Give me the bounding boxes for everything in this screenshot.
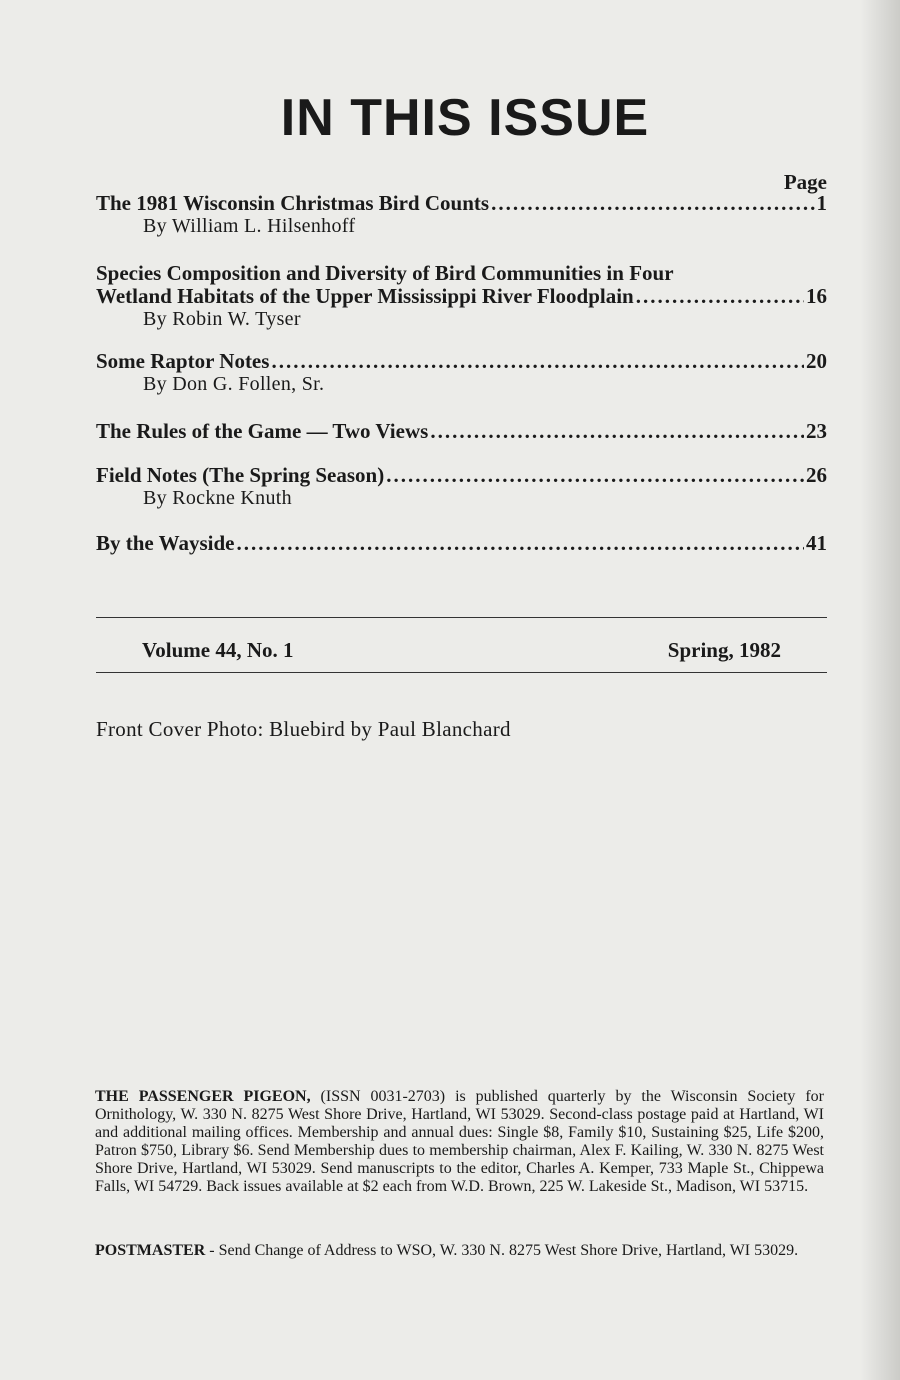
publication-statement xyxy=(95,1088,824,1196)
toc-title-line: Species Composition and Diversity of Bird Communities in Four xyxy=(96,261,674,285)
postmaster-notice xyxy=(95,1242,824,1260)
leader-dots xyxy=(236,532,804,555)
toc-entry xyxy=(96,262,827,331)
cover-photo-credit: Front Cover Photo: Bluebird by Paul Blanchard xyxy=(96,717,511,741)
leader-dots xyxy=(386,464,804,487)
page-edge-shadow xyxy=(860,0,900,1380)
toc-title: The 1981 Wisconsin Christmas Bird Counts xyxy=(96,191,490,215)
toc-entry xyxy=(96,420,827,443)
postmaster-label: POSTMASTER xyxy=(95,1242,206,1259)
toc-page-number: 1 xyxy=(816,191,827,215)
toc-entry xyxy=(96,532,827,555)
toc-title-line xyxy=(96,420,827,443)
toc-entry xyxy=(96,192,827,238)
volume-number: Volume 44, No. 1 xyxy=(142,638,294,662)
toc-title: Wetland Habitats of the Upper Mississippi River Floodplain xyxy=(96,284,634,308)
toc-title: Field Notes (The Spring Season) xyxy=(96,463,385,487)
toc-title-line xyxy=(96,350,827,373)
toc-page-number: 26 xyxy=(806,463,827,487)
leader-dots xyxy=(430,420,804,443)
toc-title-line xyxy=(96,532,827,555)
publication-text: (ISSN 0031-2703) is published quarterly by the Wisconsin Society for Ornithology, W. 330 N. 8275 West Shore Drive, Hartland, WI 53029. Second-class postage paid at Hartland, WI and additional mailing offices. Membership and annual dues: Single $8, Family $10, Sustaining $25, Life $200, Patron $750, Library $6. Send Membership dues to membership chairman, Alex F. Kailing, W. 330 N. 8275 West Shore Drive, Hartland, WI 53029. Send manuscripts to the editor, Charles A. Kemper, 733 Maple St., Chippewa Falls, WI 54729. Back issues available at $2 each from W.D. Brown, 225 W. Lakeside St., Madison, WI 53715. xyxy=(95,1088,825,1195)
toc-title: By the Wayside xyxy=(96,531,235,555)
toc-title-line xyxy=(96,464,827,487)
postmaster-text: - Send Change of Address to WSO, W. 330 N. 8275 West Shore Drive, Hartland, WI 53029. xyxy=(209,1242,799,1259)
toc-author: By Don G. Follen, Sr. xyxy=(143,373,325,395)
toc-title-line xyxy=(96,192,827,215)
toc-entry xyxy=(96,350,827,396)
toc-entry xyxy=(96,464,827,510)
issue-season: Spring, 1982 xyxy=(667,638,781,662)
page-column-header: Page xyxy=(783,170,827,194)
leader-dots xyxy=(636,285,804,308)
leader-dots xyxy=(271,350,804,373)
publication-name: THE PASSENGER PIGEON, xyxy=(95,1088,311,1105)
toc-title: Some Raptor Notes xyxy=(96,349,270,373)
toc-page-number: 20 xyxy=(806,349,827,373)
leader-dots xyxy=(491,192,814,215)
toc-author: By Rockne Knuth xyxy=(143,487,292,509)
toc-author: By William L. Hilsenhoff xyxy=(143,215,356,237)
toc-title-line xyxy=(96,285,827,308)
divider-top xyxy=(96,617,827,618)
toc-page-number: 23 xyxy=(806,419,827,443)
toc-page-number: 16 xyxy=(806,284,827,308)
divider-bottom xyxy=(96,672,827,673)
toc-author: By Robin W. Tyser xyxy=(143,308,301,330)
toc-page-number: 41 xyxy=(806,531,827,555)
toc-title: The Rules of the Game — Two Views xyxy=(96,419,429,443)
page-title: IN THIS ISSUE xyxy=(280,89,650,147)
